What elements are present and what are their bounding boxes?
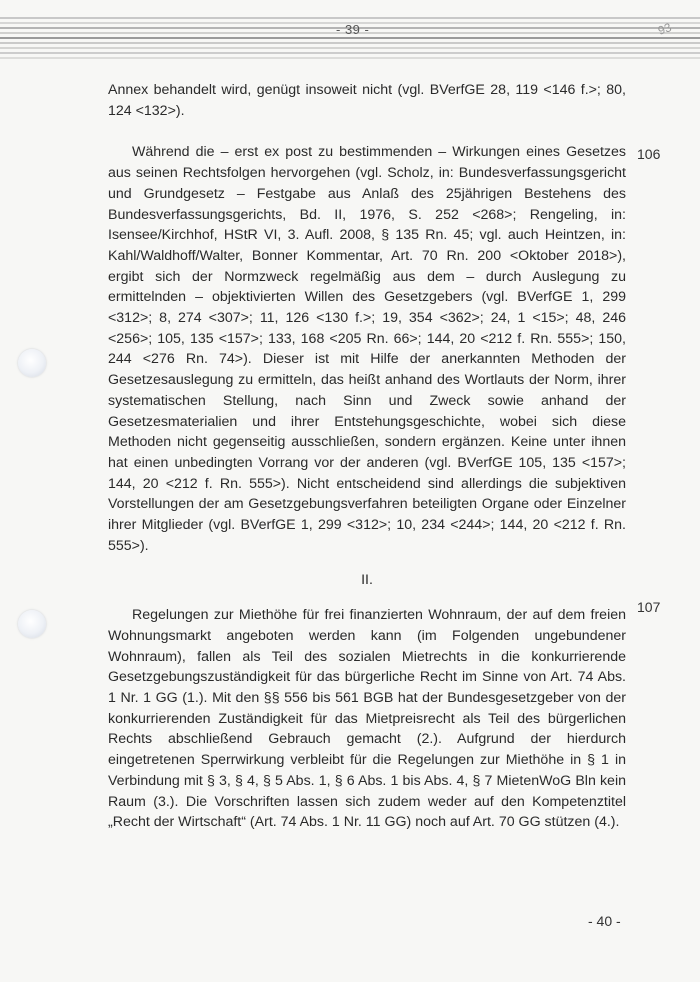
paragraph-106: Während die – erst ex post zu bestimmenden – Wirkungen eines Gesetzes aus seinen Rechtsfolgen hervorgehen (vgl. Scholz, in: Bundesverfassungsgericht und Grundgesetz – Festgabe aus Anlaß des 25jährigen Bestehens des Bundesverfassungsgerichts, Bd. II, 1976, S. 252 <268>; Rengeling, in: Isensee/Kirchhof, HStR VI, 3. Aufl. 2008, § 135 Rn. 45; vgl. auch Heintzen, in: Kahl/Waldhoff/Walter, Bonner Kommentar, Art. 70 Rn. 200 <Oktober 2018>), ergibt sich der Normzweck regelmäßig aus dem – durch Auslegung zu ermittelnden – objektivierten Willen des Gesetzgebers (vgl. BVerfGE 1, 299 <312>; 8, 274 <307>; 11, 126 <130 f.>; 19, 354 <362>; 24, 1 <15>; 48, 246 <256>; 105, 135 <157>; 133, 168 <205 Rn. 66>; 144, 20 <212 f. Rn. 555>; 150, 244 <276 Rn. 74>). Dieser ist mit Hilfe der anerkannten Methoden der Gesetzesauslegung zu ermitteln, das heißt anhand des Wortlauts der Norm, ihrer systematischen Stellung, nach Sinn und Zweck sowie anhand der Gesetzesmaterialien und ihrer Entstehungsgeschichte, wobei sich diese Methoden nicht gegenseitig ausschließen, sondern ergänzen. Keine unter ihnen hat einen unbedingten Vorrang vor der anderen (vgl. BVerfGE 105, 135 <157>; 144, 20 <212 f. Rn. 555>). Nicht entscheidend sind allerdings die subjektiven Vorstellungen der am Gesetzgebungsverfahren beteiligten Organe oder Einzelner ihrer Mitglieder (vgl. BVerfGE 1, 299 <312>; 10, 234 <244>; 144, 20 <212 f. Rn. 555>).	[108, 144, 626, 554]
paragraph-107: Regelungen zur Miethöhe für frei finanzierten Wohnraum, der auf dem freien Wohnungsmarkt angeboten werden kann (im Folgenden ungebundener Wohnraum), fallen als Teil des sozialen Mietrechts in die konkurrierende Gesetzgebungszuständigkeit für das bürgerliche Recht im Sinne von Art. 74 Abs. 1 Nr. 1 GG (1.). Mit den §§ 556 bis 561 BGB hat der Bundesgesetzgeber von der konkurrierenden Zuständigkeit für das Mietpreisrecht als Teil des bürgerlichen Rechts abschließend Gebrauch gemacht (2.). Aufgrund der hierdurch eingetretenen Sperrwirkung verbleibt für die Regelungen zur Miethöhe in § 1 in Verbindung mit § 3, § 4, § 5 Abs. 1, § 6 Abs. 1 bis Abs. 4, § 7 MietenWoG Bln kein Raum (3.). Die Vorschriften lassen sich zudem weder auf den Kompetenztitel „Recht der Wirtschaft“ (Art. 74 Abs. 1 Nr. 11 GG) noch auf Art. 70 GG stützen (4.).	[108, 607, 626, 831]
margin-number-107: 107	[637, 599, 661, 615]
page-number-top: - 39 -	[336, 22, 370, 37]
corner-mark: 93	[656, 20, 674, 38]
section-heading: II.	[361, 572, 373, 589]
punch-hole-upper	[18, 349, 46, 377]
document-body	[108, 80, 626, 833]
punch-hole-lower	[18, 610, 46, 638]
page-number-bottom: - 40 -	[588, 913, 621, 929]
paragraph-continuation: Annex behandelt wird, genügt insoweit nicht (vgl. BVerfGE 28, 119 <146 f.>; 80, 124 <132>).	[108, 82, 626, 119]
margin-number-106: 106	[637, 146, 661, 162]
